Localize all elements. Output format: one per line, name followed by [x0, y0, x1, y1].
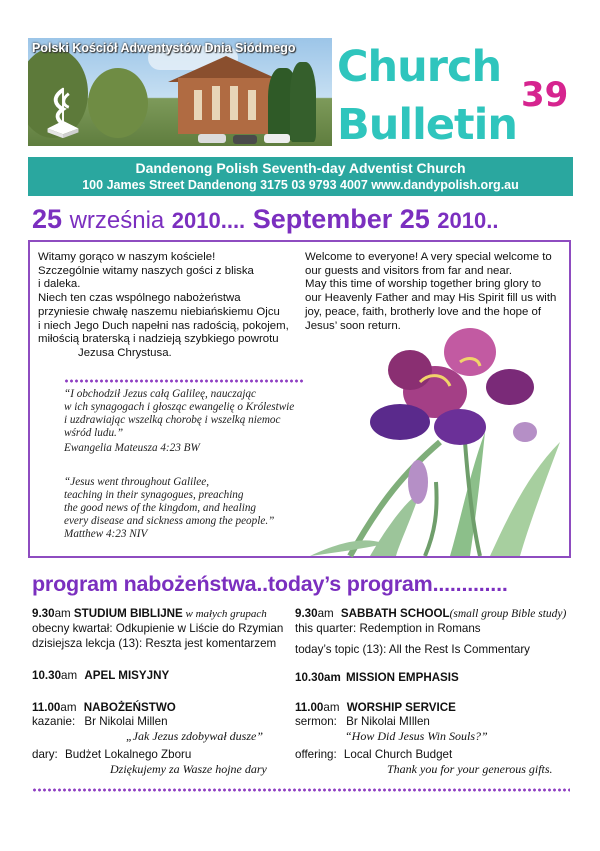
program-en-worship: 11.00am WORSHIP SERVICE: [295, 701, 456, 714]
program-en-offering: offering: Local Church Budget: [295, 748, 453, 761]
scripture-quote-pl: [64, 388, 324, 455]
issue-number: 39: [521, 75, 569, 115]
church-name: Dandenong Polish Seventh-day Adventist Church: [135, 160, 466, 176]
welcome-pl-line: Niech ten czas wspólnego nabożeństwa: [38, 292, 241, 305]
welcome-pl-line: Jezusa Chrystusa.: [78, 346, 172, 359]
program-pl-thanks: Dziękujemy za Wasze hojne dary: [110, 762, 267, 776]
program-en-quarter: this quarter: Redemption in Romans: [295, 622, 481, 635]
program-pl: [32, 607, 300, 777]
title-church: Church: [337, 42, 502, 92]
program-en-mission: 10.30am MISSION EMPHASIS: [295, 671, 459, 684]
program-pl-quarter: obecny kwartał: Odkupienie w Liście do Rzymian: [32, 622, 284, 635]
quote-reference: Ewangelia Mateusza 4:23 BW: [64, 442, 200, 454]
date-pl-year: 2010....: [171, 208, 246, 233]
adventist-logo-icon: [34, 84, 92, 142]
bulletin-date: [32, 203, 498, 237]
program-pl-sermon-title: „Jak Jezus zdobywał dusze”: [126, 729, 263, 743]
quote-line: teaching in their synagogues, preaching: [64, 489, 244, 501]
quote-line: “Jesus went throughout Galilee,: [64, 476, 210, 488]
welcome-en: [305, 251, 567, 333]
address-line: 100 James Street Dandenong 3175 03 9793 4007 www.dandypolish.org.au: [82, 178, 519, 192]
bottom-dotted-divider: [32, 788, 570, 792]
photo-caption: Polski Kościół Adwentystów Dnia Siódmego: [32, 41, 296, 55]
quote-line: every disease and sickness among the people.”: [64, 515, 275, 527]
welcome-en-line: joy, peace, faith, brotherly love and the hope of: [305, 305, 541, 318]
welcome-en-line: Welcome to everyone! A very special welcome to: [305, 251, 552, 263]
welcome-pl-line: Szczególnie witamy naszych gości z bliska: [38, 264, 254, 277]
program-en-sermon: sermon: Br Nikolai MIllen: [295, 715, 430, 728]
welcome-en-line: our guests and visitors from far and near.: [305, 264, 513, 277]
quote-line: i uzdrawiając wszelką chorobę i wszelką niemoc: [64, 414, 281, 426]
date-en-year: 2010..: [437, 208, 499, 233]
church-info-band: [28, 157, 573, 196]
welcome-pl: [38, 251, 306, 361]
welcome-en-line: May this time of worship together bring glory to: [305, 278, 542, 291]
welcome-pl-line: Witamy gorąco w naszym kościele!: [38, 251, 216, 263]
date-en: September 25: [252, 204, 430, 234]
quote-line: the good news of the kingdom, and healing: [64, 502, 257, 514]
program-pl-lesson: dzisiejsza lekcja (13): Reszta jest komentarzem: [32, 637, 277, 650]
program-en-sabbath-school: 9.30am SABBATH SCHOOL(small group Bible study): [295, 607, 567, 620]
program-pl-offering: dary: Budżet Lokalnego Zboru: [32, 748, 192, 761]
welcome-pl-line: przyniesie chwałę naszemu niebiańskiemu Ojcu: [38, 305, 280, 318]
welcome-en-line: Jesus’ soon return.: [305, 319, 401, 332]
welcome-en-line: our Heavenly Father and may His Spirit fill us with: [305, 292, 557, 305]
program-en-sermon-title: “How Did Jesus Win Souls?”: [345, 729, 488, 743]
program-en-thanks: Thank you for your generous gifts.: [387, 762, 553, 776]
program-pl-sermon: kazanie: Br Nikolai Millen: [32, 715, 168, 728]
date-pl-day: 25: [32, 204, 63, 234]
date-pl-month: września: [69, 207, 165, 234]
program-pl-sabbath-school: 9.30am STUDIUM BIBLIJNE w małych grupach: [32, 607, 267, 620]
program-en: [295, 607, 575, 777]
program-heading: program nabożeństwa..today’s program.............: [32, 572, 508, 596]
program-pl-worship: 11.00am NABOŻEŃSTWO: [32, 701, 176, 714]
iris-flower-image: [310, 322, 572, 558]
program-en-topic: today’s topic (13): All the Rest Is Commentary: [295, 643, 530, 656]
quote-line: “I obchodził Jezus całą Galileę, nauczając: [64, 388, 257, 400]
welcome-pl-line: i daleka.: [38, 278, 81, 291]
welcome-pl-line: i niech Jego Duch napełni nas radością, pokojem,: [38, 319, 289, 332]
title-bulletin: Bulletin: [337, 100, 517, 150]
scripture-quote-en: [64, 476, 324, 541]
quote-line: wśród ludu.”: [64, 427, 124, 439]
quote-line: w ich synagogach i głosząc ewangelię o Królestwie: [64, 401, 295, 413]
dotted-divider: [64, 379, 304, 383]
program-pl-mission: 10.30am APEL MISYJNY: [32, 669, 170, 682]
church-photo: [28, 38, 332, 146]
welcome-pl-line: miłością braterską i nadzieją szybkiego powrotu: [38, 333, 279, 346]
quote-reference: Matthew 4:23 NIV: [64, 528, 148, 540]
